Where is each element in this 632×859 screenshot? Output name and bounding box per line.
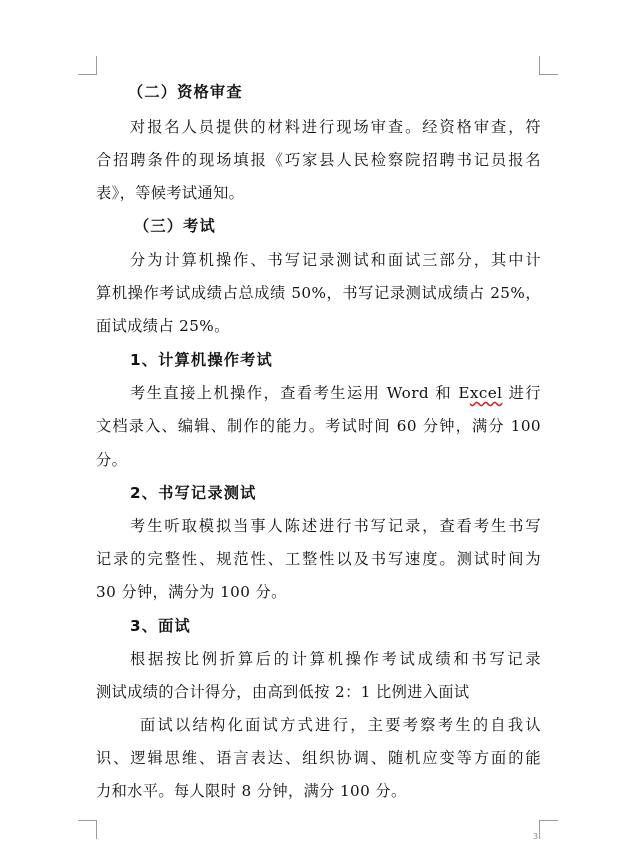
section-heading-exam: （三）考试 xyxy=(134,217,216,235)
margin-corner-bottom-right xyxy=(539,820,558,839)
paragraph-line: 测试成绩的合计得分，由高到低按 2：1 比例进入面试 xyxy=(96,683,470,701)
text-run: 考生直接上机操作，查看考生运用 Word 和 E xyxy=(130,384,470,402)
subheading-writing-test: 2、书写记录测试 xyxy=(130,484,257,502)
paragraph-line: 对报名人员提供的材料进行现场审查。经资格审查，符 xyxy=(130,118,541,136)
paragraph-line: 面试以结构化面试方式进行，主要考察考生的自我认 xyxy=(140,716,541,734)
paragraph-line: 识、逻辑思维、语言表达、组织协调、随机应变等方面的能 xyxy=(96,749,541,767)
paragraph-line: 算机操作考试成绩占总成绩 50%，书写记录测试成绩占 25%， xyxy=(96,284,541,302)
subheading-interview: 3、面试 xyxy=(130,617,191,635)
section-heading-qualification-review: （二）资格审查 xyxy=(128,83,243,101)
paragraph-line: 文档录入、编辑、制作的能力。考试时间 60 分钟，满分 100 xyxy=(96,417,541,435)
paragraph-line: 根据按比例折算后的计算机操作考试成绩和书写记录 xyxy=(130,650,541,668)
paragraph-line: 30 分钟，满分为 100 分。 xyxy=(96,583,287,601)
paragraph-line: 分。 xyxy=(96,451,128,469)
paragraph-line: 记录的完整性、规范性、工整性以及书写速度。测试时间为 xyxy=(96,550,541,568)
margin-corner-top-right xyxy=(539,56,558,75)
text-run: 进行 xyxy=(502,384,542,402)
spellcheck-underlined-word: xcel xyxy=(469,384,503,402)
paragraph-line: 面试成绩占 25%。 xyxy=(96,317,230,335)
paragraph-line: 分为计算机操作、书写记录测试和面试三部分，其中计 xyxy=(130,251,541,269)
paragraph-line xyxy=(96,383,541,403)
subheading-computer-exam: 1、计算机操作考试 xyxy=(130,351,273,369)
margin-corner-bottom-left xyxy=(78,820,97,839)
paragraph-line: 合招聘条件的现场填报《巧家县人民检察院招聘书记员报名 xyxy=(96,151,541,169)
paragraph-line: 考生听取模拟当事人陈述进行书写记录，查看考生书写 xyxy=(130,517,541,535)
paragraph-line: 力和水平。每人限时 8 分钟，满分 100 分。 xyxy=(96,782,407,800)
margin-corner-top-left xyxy=(78,56,97,75)
page-number: 3 xyxy=(533,832,539,841)
paragraph-line: 表》，等候考试通知。 xyxy=(96,184,245,202)
